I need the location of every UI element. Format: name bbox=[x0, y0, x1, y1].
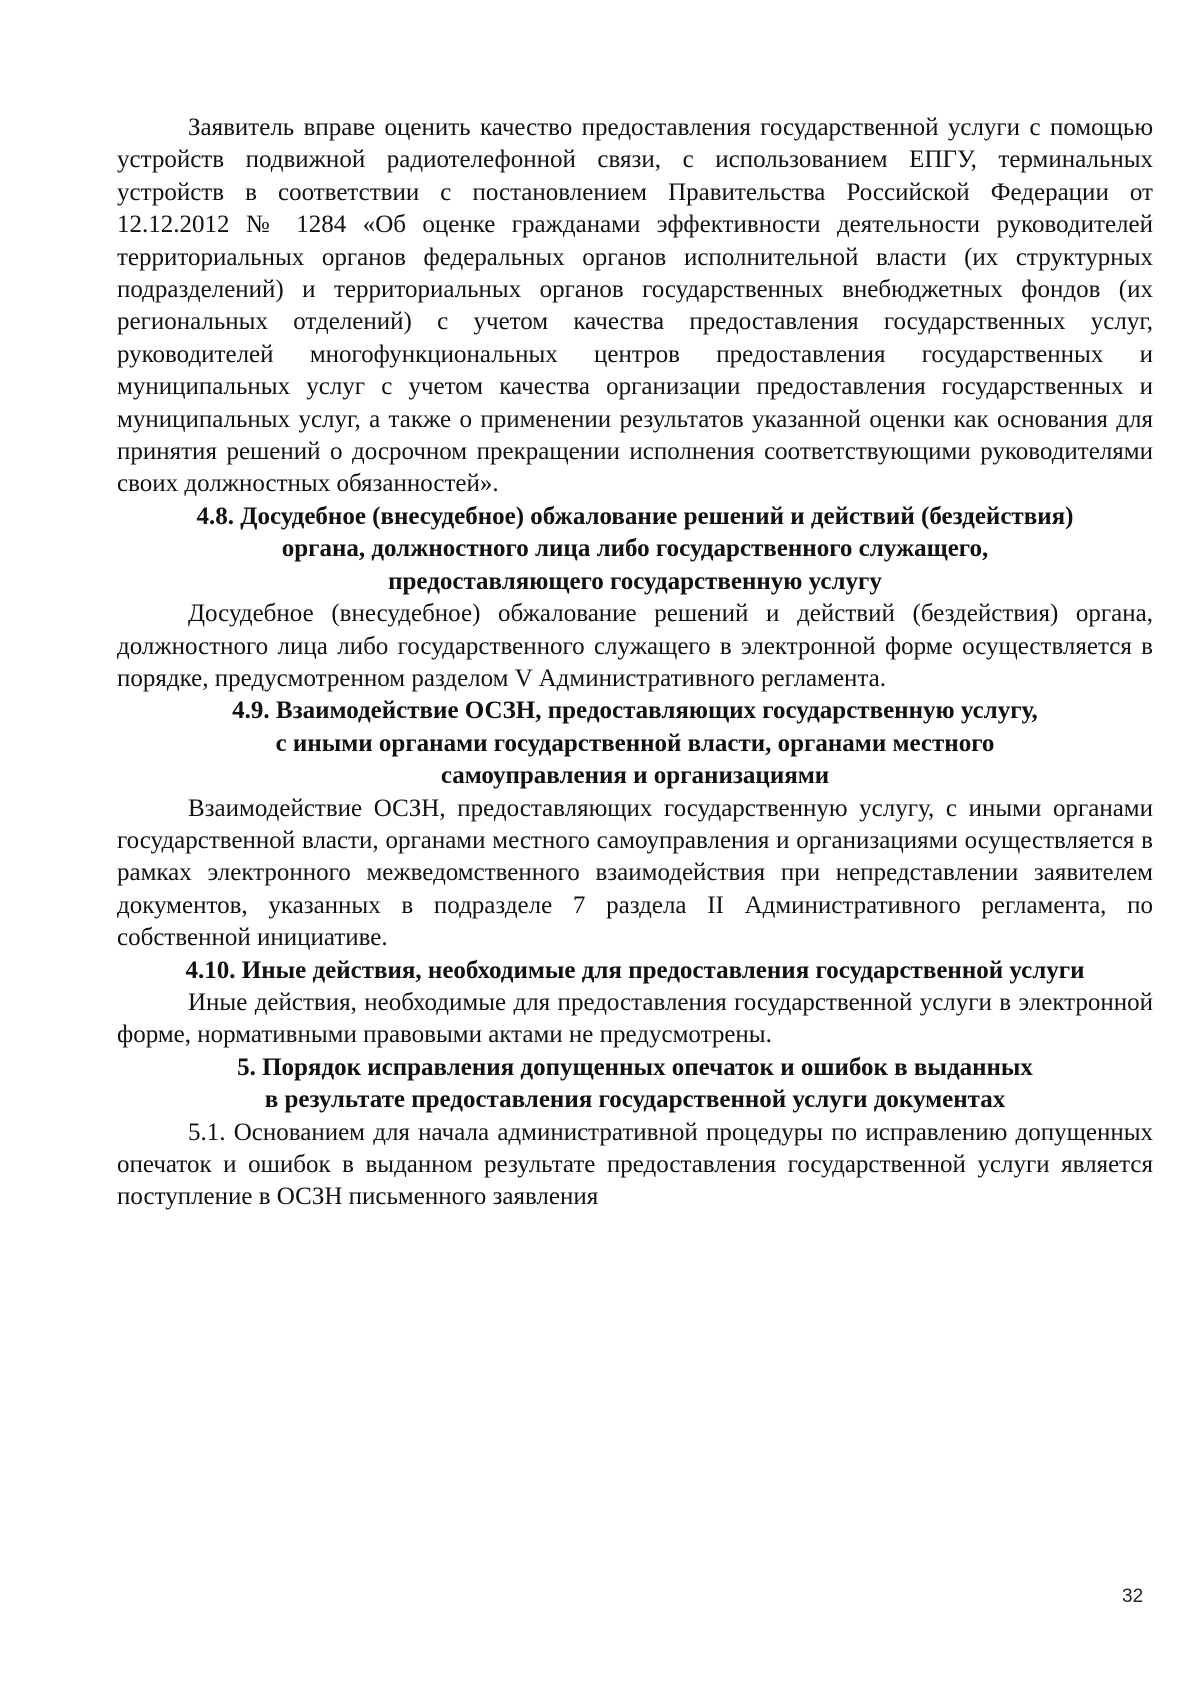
paragraph-5-1: 5.1. Основанием для начала административной процедуры по исправлению допущенных опечаток и ошибок в выданном результате предоставления государственной услуги является поступление в ОСЗН письменного заявления bbox=[117, 1118, 1153, 1211]
page-number: 32 bbox=[1122, 1586, 1144, 1607]
paragraph-pretrial-appeal: Досудебное (внесудебное) обжалование решений и действий (бездействия) органа, должностного лица либо государственного служащего в электронной форме осуществляется в порядке, предусмотренном разделом V Административного регламента. bbox=[117, 600, 1153, 692]
heading-4-10 bbox=[117, 955, 1153, 987]
heading-4-8-line-3: предоставляющего государственную услугу bbox=[388, 567, 882, 595]
heading-4-9-line-2: с иными органами государственной власти, органами местного bbox=[275, 729, 995, 757]
heading-4-8-line-2: органа, должностного лица либо государственного служащего, bbox=[281, 535, 989, 563]
heading-4-9-line-3: самоуправления и организациями bbox=[440, 762, 830, 790]
heading-4-9 bbox=[117, 695, 1153, 792]
heading-5-line-1: 5. Порядок исправления допущенных опечаток и ошибок в выданных bbox=[237, 1053, 1033, 1081]
paragraph-interaction: Взаимодействие ОСЗН, предоставляющих государственную услугу, с иными органами государственной власти, органами местного самоуправления и организациями осуществляется в рамках электронного межведомственного взаимодействия при непредставлении заявителем документов, указанных в подразделе 7 раздела II Административного регламента, по собственной инициативе. bbox=[117, 794, 1153, 952]
heading-5-line-2: в результате предоставления государственной услуги документах bbox=[264, 1086, 1006, 1114]
heading-5 bbox=[117, 1052, 1153, 1117]
heading-4-8 bbox=[117, 501, 1153, 598]
paragraph-quality-assessment: Заявитель вправе оценить качество предоставления государственной услуги с помощью устройств подвижной радиотелефонной связи, с использованием ЕПГУ, терминальных устройств в соответствии с постановлением Правительства Российской Федерации от 12.12.2012 № 1284 «Об оценке гражданами эффективности деятельности руководителей территориальных органов федеральных органов исполнительной власти (их структурных подразделений) и территориальных органов государственных внебюджетных фондов (их региональных отделений) с учетом качества предоставления государственных услуг, руководителей многофункциональных центров предоставления государственных и муниципальных услуг с учетом качества организации предоставления государственных и муниципальных услуг, а также о применении результатов указанной оценки как основания для принятия решений о досрочном прекращении исполнения соответствующими руководителями своих должностных обязанностей». bbox=[117, 114, 1153, 498]
heading-4-10-line-1: 4.10. Иные действия, необходимые для предоставления государственной услуги bbox=[185, 956, 1085, 984]
document-page bbox=[117, 112, 1153, 1214]
heading-4-9-line-1: 4.9. Взаимодействие ОСЗН, предоставляющих государственную услугу, bbox=[232, 697, 1038, 725]
paragraph-other-actions: Иные действия, необходимые для предоставления государственной услуги в электронной форме, нормативными правовыми актами не предусмотрены. bbox=[117, 988, 1153, 1049]
heading-4-8-line-1: 4.8. Досудебное (внесудебное) обжалование решений и действий (бездействия) bbox=[196, 502, 1074, 530]
